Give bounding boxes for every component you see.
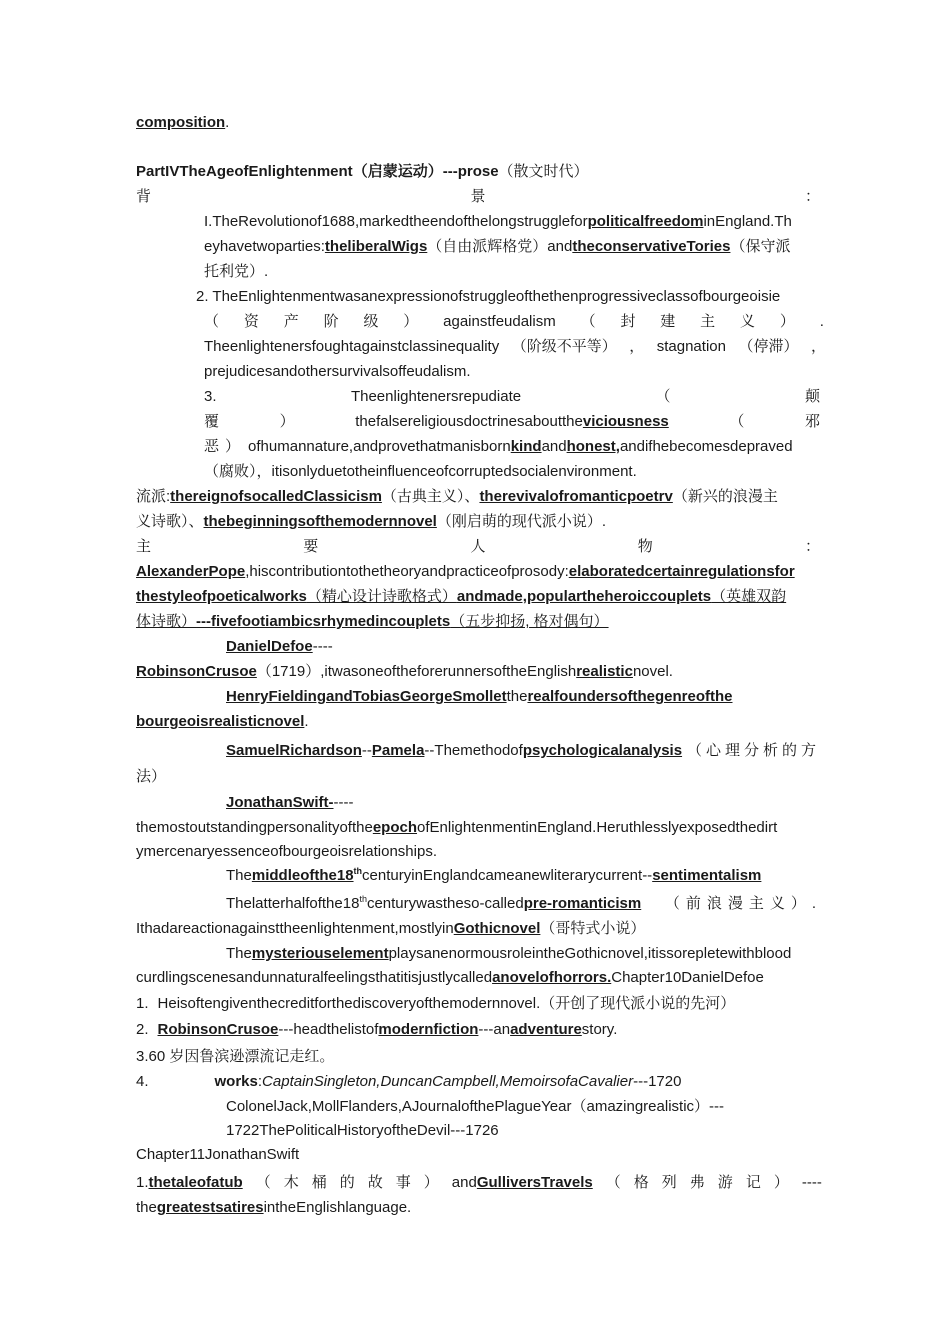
list-number: 1. <box>136 1174 149 1191</box>
text-run: （启蒙运动） <box>352 163 443 180</box>
list-item <box>136 1072 681 1094</box>
text-run: ） <box>279 413 295 430</box>
text-run: （前浪漫主义）. <box>664 895 822 912</box>
text-run: ） <box>403 313 419 330</box>
text-run: ， <box>810 338 826 355</box>
text-run: 主 <box>700 313 716 330</box>
text-run: therevivalofromanticpoetrv <box>479 488 673 505</box>
text-run: 邪 <box>804 413 820 430</box>
text-line <box>136 187 820 209</box>
text-run: RobinsonCrusoe <box>157 1021 279 1038</box>
text-run: CaptainSingleton,DuncanCampbell,MemoirsofaCavalier <box>262 1073 634 1090</box>
text-run: 物 <box>637 538 653 555</box>
text-line <box>136 612 609 634</box>
list-number: 2. <box>136 1021 149 1038</box>
text-line <box>136 919 645 941</box>
text-run: （ <box>204 313 220 330</box>
text-run: 建 <box>660 313 676 330</box>
text-line <box>226 1121 499 1143</box>
text-run: （阶级不平等） <box>511 338 617 355</box>
text-run: mysteriouselement <box>251 945 389 962</box>
text-run: themostoutstandingpersonalityofthe <box>136 819 373 836</box>
text-run: populartheheroiccouplets <box>526 588 712 605</box>
text-line <box>204 437 793 459</box>
text-run: ---1720 <box>633 1073 682 1090</box>
list-item <box>136 1173 822 1195</box>
text-line <box>136 487 778 509</box>
text-run: epoch <box>372 819 418 836</box>
text-line <box>136 587 786 609</box>
text-run: works <box>214 1073 258 1090</box>
text-run: （精心设计诗歌格式） <box>306 588 457 605</box>
text-run: andifhebecomesdepraved <box>619 438 793 455</box>
text-run: Pamela <box>371 742 425 759</box>
text-run: 级 <box>363 313 379 330</box>
text-line <box>226 793 353 815</box>
text-run: andmade, <box>456 588 527 605</box>
text-run: The <box>226 945 252 962</box>
text-run: 要 <box>303 538 319 555</box>
text-run: 主 <box>136 538 152 555</box>
text-run: middleofthe18 <box>251 867 354 884</box>
text-run: Thelatterhalfofthe18 <box>226 895 360 912</box>
text-run: （保守派 <box>730 238 791 255</box>
text-run: itisonlyduetotheinfluenceofcorruptedsocialenvironment. <box>271 463 637 480</box>
text-run: : <box>257 1073 263 1090</box>
text-run: ： <box>804 188 820 205</box>
text-run: ofEnlightenmentinEngland.Heruthlesslyexposedthedirt <box>417 819 778 836</box>
text-run: 格 <box>633 1174 649 1191</box>
text-run: GulliversTravels <box>476 1174 593 1191</box>
text-run: （英雄双韵 <box>711 588 787 605</box>
text-run: （自由派辉格党）and <box>427 238 573 255</box>
text-run: 背 <box>136 188 152 205</box>
text-run: I.TheRevolutionof1688,markedtheendofthelongstrugglefor <box>204 213 588 230</box>
text-run: againstfeudalism <box>443 313 556 330</box>
text-run: bourgeoisrealisticnovel <box>136 713 305 730</box>
text-run: ymercenaryessenceofbourgeoisrelationships. <box>136 843 437 860</box>
text-run: eyhavetwoparties: <box>204 238 325 255</box>
text-run: intheEnglishlanguage. <box>263 1199 412 1216</box>
text-line <box>204 362 471 384</box>
text-run: （刚启萌的现代派小说）. <box>436 513 607 530</box>
text-run: （哥特式小说） <box>540 920 646 937</box>
text-run: 列 <box>661 1174 677 1191</box>
text-run: 景 <box>470 188 486 205</box>
text-run: the <box>136 1199 157 1216</box>
text-run: thetaleofatub <box>148 1174 243 1191</box>
text-run: modernfiction <box>378 1021 479 1038</box>
text-run: 1722ThePoliticalHistoryoftheDevil---1726 <box>226 1122 499 1139</box>
text-run: ， <box>629 338 645 355</box>
text-line <box>204 462 637 484</box>
text-run: （停滞） <box>738 338 799 355</box>
text-run: 3.60 岁因鲁滨逊漂流记走红。 <box>136 1048 335 1065</box>
text-line <box>204 237 790 259</box>
text-line <box>136 818 777 840</box>
text-line <box>226 944 791 966</box>
text-run: （心理分析的方 <box>686 742 820 759</box>
text-run: elaboratedcertainregulationsfor <box>568 563 795 580</box>
text-run: centurywastheso-called <box>366 895 524 912</box>
text-run: Chapter11JonathanSwift <box>136 1146 300 1163</box>
text-run: adventure <box>510 1021 582 1038</box>
text-run: 颠 <box>804 388 820 405</box>
text-run: 人 <box>470 538 486 555</box>
text-run: viciousness <box>582 413 669 430</box>
text-run: sentimentalism <box>652 867 762 884</box>
text-run: （ <box>580 313 596 330</box>
text-line <box>226 687 733 709</box>
text-run: ---- <box>312 638 333 655</box>
text-run: anovelofhorrors. <box>492 969 612 986</box>
text-run: thestyleofpoeticalworks <box>136 588 307 605</box>
text-run: RobinsonCrusoe <box>136 663 257 680</box>
text-line <box>226 741 820 763</box>
text-run: Chapter10DanielDefoe <box>611 969 764 986</box>
text-line <box>136 113 229 135</box>
text-run: curdlingscenesandunnaturalfeelingsthatitisjustlycalled <box>136 969 493 986</box>
text-line <box>226 1097 724 1119</box>
text-run: playsanenormousroleintheGothicnovel,itissorepletewithblood <box>388 945 792 962</box>
text-run: The <box>226 867 252 884</box>
list-item <box>136 994 735 1016</box>
text-run: novel. <box>632 663 673 680</box>
text-run: 桶 <box>311 1174 327 1191</box>
text-run: composition <box>136 114 226 131</box>
text-run: thebeginningsofthemodernnovel <box>203 513 437 530</box>
text-run: pre-romanticism <box>523 895 642 912</box>
list-item <box>136 1047 334 1069</box>
text-run: ---- <box>333 794 354 811</box>
text-line <box>136 662 673 684</box>
text-run: 托利党）. <box>204 263 269 280</box>
text-line <box>136 537 820 559</box>
text-line <box>204 212 792 234</box>
text-run: 义诗歌）、 <box>136 513 204 530</box>
text-run: ofhumannature,andprovethatmanisborn <box>248 438 511 455</box>
text-line <box>136 842 437 864</box>
text-run: 法） <box>136 768 167 785</box>
text-run: the <box>506 688 528 705</box>
text-run: . <box>304 713 309 730</box>
text-run: 的 <box>339 1174 355 1191</box>
text-line <box>136 712 309 734</box>
text-run: ） <box>779 313 795 330</box>
text-run: （ <box>255 1174 271 1191</box>
text-run: ） <box>773 1174 789 1191</box>
text-run: ---headthelistof <box>278 1021 379 1038</box>
text-run: -- <box>361 742 372 759</box>
text-run: （腐败） <box>204 463 257 480</box>
text-run: realistic <box>576 663 633 680</box>
text-run: honest, <box>566 438 620 455</box>
text-run: psychologicalanalysis <box>522 742 683 759</box>
text-run: 义 <box>740 313 756 330</box>
list-number: 4. <box>136 1073 149 1090</box>
text-run: centuryinEnglandcameanewliterarycurrent-- <box>362 867 653 884</box>
text-run: HenryFieldingandTobiasGeorgeSmollet <box>226 688 507 705</box>
text-run: realfoundersofthegenreofthe <box>527 688 733 705</box>
text-run: 阶 <box>323 313 339 330</box>
text-run: （新兴的浪漫主 <box>672 488 778 505</box>
text-run: 2. TheEnlightenmentwasanexpressionofstruggleofthethenprogressiveclassofbourgeoisie <box>196 288 781 305</box>
text-run: 覆 <box>204 413 220 430</box>
text-run: 体诗歌） <box>136 613 197 630</box>
text-run: （散文时代） <box>498 163 589 180</box>
text-run: Theenlightenersfoughtagainstclassinequality <box>204 338 500 355</box>
text-run: Heisoftengiventhecreditforthediscoveryofthemodernnovel.（开创了现代派小说的先河） <box>157 995 736 1012</box>
text-run: politicalfreedom <box>587 213 704 230</box>
text-line <box>136 1198 411 1220</box>
text-line <box>204 387 820 409</box>
text-run: 游 <box>717 1174 733 1191</box>
text-run: ） <box>225 438 241 455</box>
text-run: AlexanderPope <box>136 563 246 580</box>
text-run: theconservativeTories <box>572 238 731 255</box>
text-line <box>226 637 333 659</box>
text-run: 3. <box>204 388 217 405</box>
text-run: JonathanSwift- <box>226 794 334 811</box>
text-run: kind <box>510 438 542 455</box>
text-run: ， <box>256 463 272 480</box>
text-run: 流派: <box>136 488 171 505</box>
text-run: stagnation <box>656 338 726 355</box>
text-run: Theenlightenersrepudiate <box>350 388 522 405</box>
text-run: Ithadareactionagainsttheenlightenment,mostlyin <box>136 920 454 937</box>
text-run: 记 <box>745 1174 761 1191</box>
text-run: PartIVTheAgeofEnlightenment <box>136 163 353 180</box>
text-line <box>196 287 780 309</box>
text-run: （1719）,itwasoneoftheforerunnersoftheEnglish <box>256 663 577 680</box>
text-run: 资 <box>243 313 259 330</box>
text-run: ColonelJack,MollFlanders,AJournalofthePlagueYear（amazingrealistic）--- <box>226 1098 725 1115</box>
text-run: prejudicesandothersurvivalsoffeudalism. <box>204 363 471 380</box>
text-run: 故 <box>367 1174 383 1191</box>
text-run: greatestsatires <box>156 1199 264 1216</box>
text-run: ： <box>804 538 820 555</box>
text-run: （五步抑扬, 格对偶句） <box>450 613 609 630</box>
text-run: （古典主义）、 <box>381 488 480 505</box>
text-run: ---an <box>478 1021 511 1038</box>
text-run: 恶 <box>204 438 220 455</box>
list-item <box>136 1020 617 1042</box>
text-run: inEngland.Th <box>703 213 792 230</box>
text-run: 封 <box>620 313 636 330</box>
section-heading <box>136 162 589 184</box>
text-run: . <box>819 313 824 330</box>
text-run: ---fivefootiambicsrhymedincouplets <box>196 613 451 630</box>
text-run: （ <box>605 1174 621 1191</box>
text-line <box>204 337 826 359</box>
text-run: ---- <box>801 1174 822 1191</box>
list-number: 1. <box>136 995 149 1012</box>
text-run: 产 <box>283 313 299 330</box>
text-line <box>136 767 166 789</box>
text-run: thefalsereligiousdoctrinesaboutthe <box>355 413 583 430</box>
text-line <box>226 894 822 916</box>
text-line <box>136 562 795 584</box>
text-line <box>204 412 820 434</box>
text-run: 弗 <box>689 1174 705 1191</box>
text-run: and <box>451 1174 477 1191</box>
text-run: Gothicnovel <box>453 920 541 937</box>
text-run: DanielDefoe <box>226 638 313 655</box>
text-line <box>136 512 606 534</box>
text-run: （ <box>729 413 745 430</box>
text-run: story. <box>581 1021 618 1038</box>
text-line <box>136 968 764 990</box>
text-run: ） <box>423 1174 439 1191</box>
text-run: SamuelRichardson <box>226 742 362 759</box>
text-run: ---prose <box>442 163 499 180</box>
text-run: th <box>353 866 363 876</box>
text-run: theliberalWigs <box>324 238 428 255</box>
text-run: thereignofsocalledClassicism <box>170 488 382 505</box>
chapter-heading <box>136 1145 299 1167</box>
text-line <box>204 262 268 284</box>
text-run: and <box>541 438 567 455</box>
text-run: 木 <box>283 1174 299 1191</box>
text-run: 事 <box>395 1174 411 1191</box>
text-run: th <box>359 894 367 904</box>
text-run: . <box>225 114 230 131</box>
text-line <box>226 866 761 888</box>
text-run: --Themethodof <box>424 742 523 759</box>
text-line <box>204 312 824 334</box>
text-run: ,hiscontributiontothetheoryandpracticeofprosody: <box>245 563 569 580</box>
text-run: （ <box>655 388 671 405</box>
